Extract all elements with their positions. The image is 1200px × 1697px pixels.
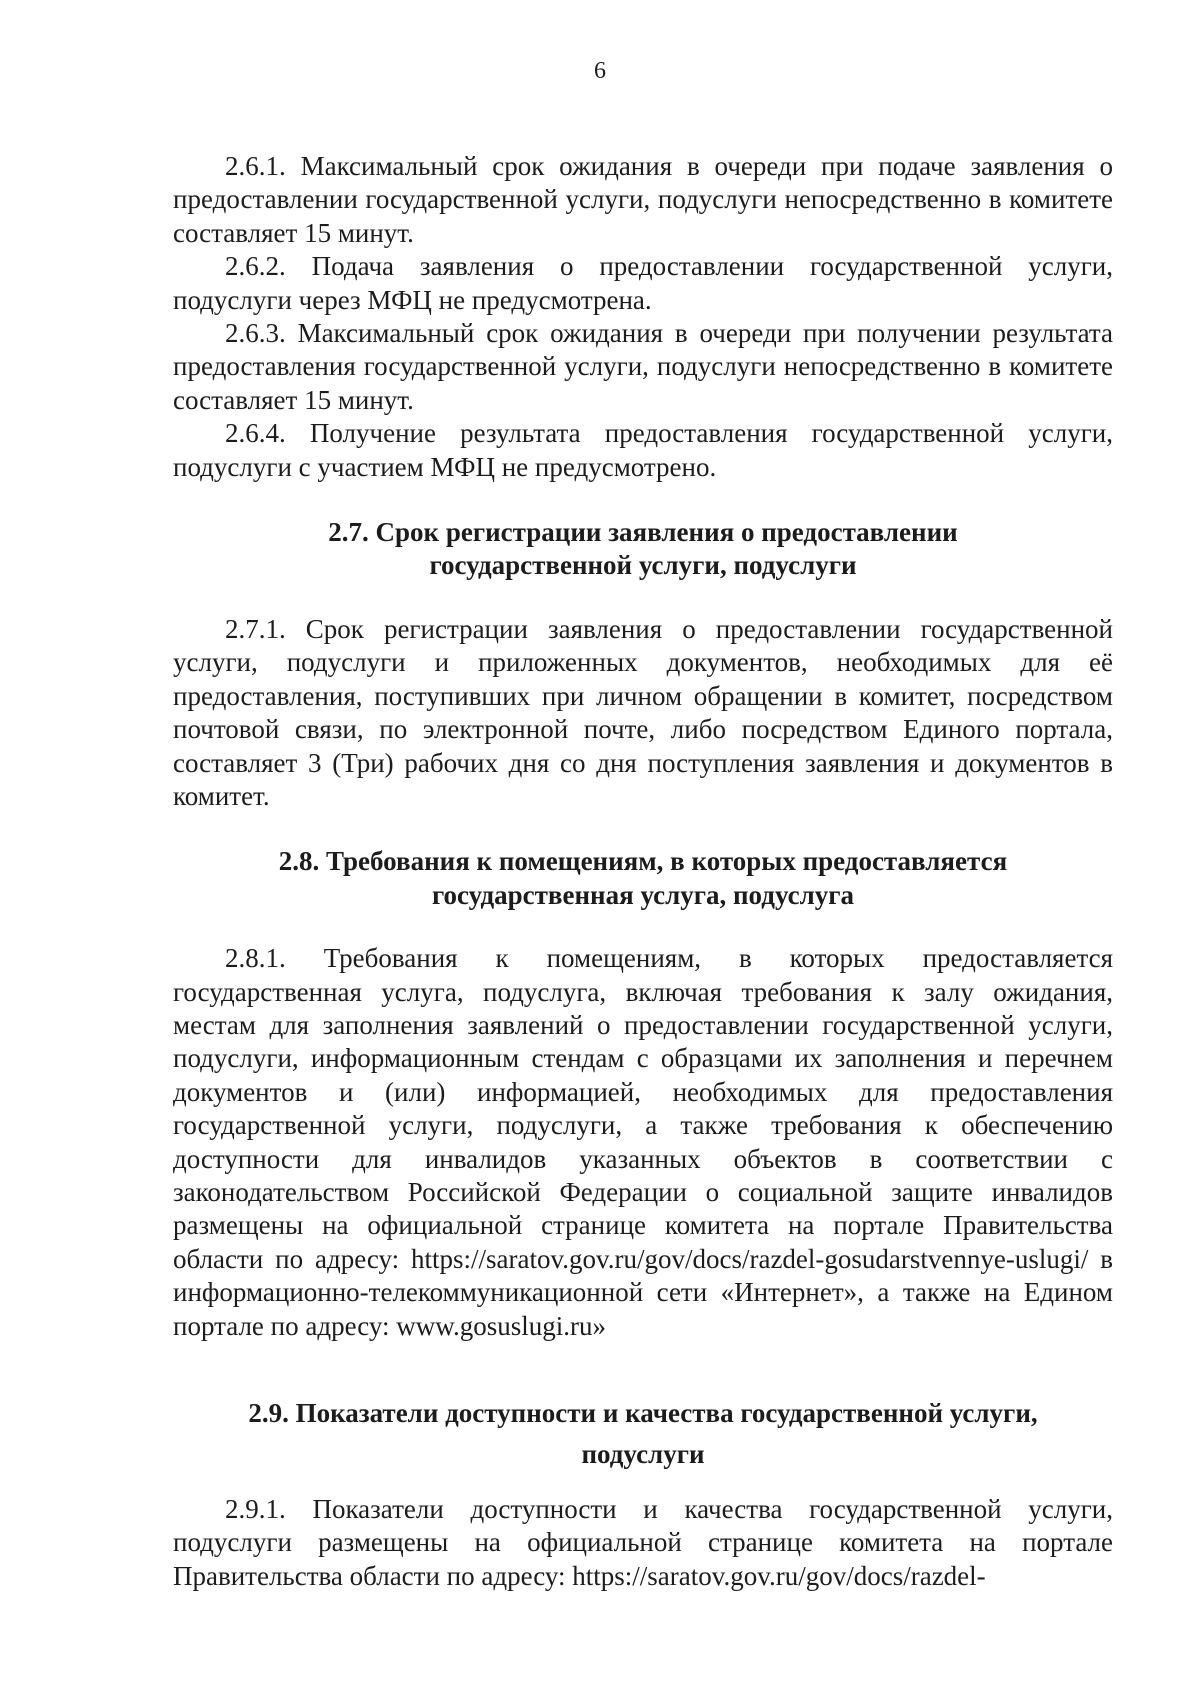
heading-2-7-line1: 2.7. Срок регистрации заявления о предоставлении xyxy=(328,517,958,548)
heading-2-8-line2: государственная услуга, подуслуга xyxy=(431,879,855,910)
paragraph-2-8-1: 2.8.1. Требования к помещениям, в которых предоставляется государственная услуга, подуслуга, включая требования к залу ожидания, местам для заполнения заявлений о предоставлении государственной услуги, подуслуги, информационным стендам с образцами их заполнения и перечнем документов и (или) информацией, необходимых для предоставления государственной услуги, подуслуги, а также требования к обеспечению доступности для инвалидов указанных объектов в соответствии с законодательством Российской Федерации о социальной защите инвалидов размещены на официальной странице комитета на портале Правительства области по адресу: https://saratov.gov.ru/gov/docs/razdel-gosudarstvennye-uslugi/ в информационно-телекоммуникационной сети «Интернет», а также на Едином портале по адресу: www.gosuslugi.ru» xyxy=(173,943,1113,1341)
paragraph-2-6-1: 2.6.1. Максимальный срок ожидания в очереди при подаче заявления о предоставлении государственной услуги, подуслуги непосредственно в комитете составляет 15 минут. xyxy=(173,151,1113,248)
heading-2-7 xyxy=(173,516,1113,583)
heading-2-9-line1: 2.9. Показатели доступности и качества государственной услуги, xyxy=(248,1398,1038,1428)
heading-2-9 xyxy=(173,1393,1113,1475)
heading-2-7-line2: государственной услуги, подуслуги xyxy=(429,550,857,581)
paragraph-2-9-1: 2.9.1. Показатели доступности и качества государственной услуги, подуслуги размещены на официальной странице комитета на портале Правительства области по адресу: https://saratov.gov.ru/gov/docs/razdel- xyxy=(173,1494,1113,1591)
paragraph-2-6-3: 2.6.3. Максимальный срок ожидания в очереди при получении результата предоставления государственной услуги, подуслуги непосредственно в комитете составляет 15 минут. xyxy=(173,318,1113,415)
paragraph-2-6-2: 2.6.2. Подача заявления о предоставлении государственной услуги, подуслуги через МФЦ не предусмотрена. xyxy=(173,251,1113,315)
page-number: 6 xyxy=(594,58,606,84)
document-body xyxy=(173,150,1113,1593)
paragraph-2-6-4: 2.6.4. Получение результата предоставления государственной услуги, подуслуги с участием МФЦ не предусмотрено. xyxy=(173,418,1113,482)
paragraph-2-7-1: 2.7.1. Срок регистрации заявления о предоставлении государственной услуги, подуслуги и приложенных документов, необходимых для её предоставления, поступивших при личном обращении в комитет, посредством почтовой связи, по электронной почте, либо посредством Единого портала, составляет 3 (Три) рабочих дня со дня поступления заявления и документов в комитет. xyxy=(173,613,1113,811)
heading-2-9-line2: подуслуги xyxy=(581,1439,705,1469)
heading-2-8-line1: 2.8. Требования к помещениям, в которых предоставляется xyxy=(278,846,1008,877)
heading-2-8 xyxy=(173,845,1113,912)
